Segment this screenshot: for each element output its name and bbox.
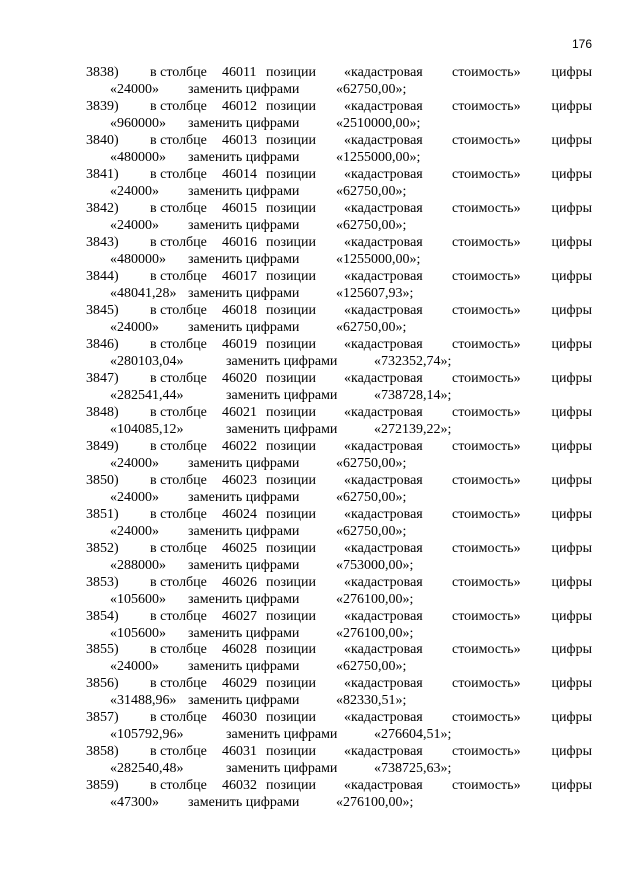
in-column-label: в столбце — [150, 65, 207, 80]
entry-number: 3845) — [86, 302, 119, 318]
replace-label: заменить цифрами — [188, 489, 300, 505]
cadastral-label: «кадастровая — [344, 506, 423, 522]
replace-label: заменить цифрами — [188, 115, 300, 131]
entry-line-2 — [86, 115, 592, 132]
cadastral-label: «кадастровая — [344, 438, 423, 454]
old-value: «480000» — [110, 149, 166, 165]
positions-label: позиции — [266, 132, 316, 148]
in-column-label: в столбце — [150, 200, 207, 216]
entry-line-1 — [86, 438, 592, 455]
replace-label: заменить цифрами — [188, 149, 300, 165]
in-column-label: в столбце — [150, 370, 207, 386]
old-value: «960000» — [110, 115, 166, 131]
column-number: 46023 — [222, 472, 257, 488]
value-label: стоимость» — [452, 98, 521, 114]
in-column-label: в столбце — [150, 642, 207, 658]
amendment-entry — [86, 675, 592, 709]
replace-label: заменить цифрами — [188, 557, 300, 573]
value-label: стоимость» — [452, 506, 521, 522]
value-label: стоимость» — [452, 404, 521, 420]
entry-number: 3851) — [86, 506, 119, 522]
value-label: стоимость» — [452, 472, 521, 488]
amendment-entry — [86, 709, 592, 743]
replace-label: заменить цифрами — [188, 795, 300, 811]
new-value: «276100,00»; — [336, 625, 414, 641]
replace-label: заменить цифрами — [188, 82, 300, 97]
amendment-entry — [86, 64, 592, 98]
entry-line-1 — [86, 200, 592, 217]
entry-number: 3846) — [86, 336, 119, 352]
page-number: 176 — [572, 37, 593, 51]
replace-label: заменить цифрами — [188, 217, 300, 233]
column-number: 46011 — [222, 65, 257, 80]
old-value: «47300» — [110, 795, 159, 811]
old-value: «24000» — [110, 523, 159, 539]
entry-line-1 — [86, 506, 592, 523]
value-label: стоимость» — [452, 370, 521, 386]
amendment-entry — [86, 506, 592, 540]
amendment-entry — [86, 404, 592, 438]
entry-number: 3841) — [86, 166, 119, 182]
entry-number: 3840) — [86, 132, 119, 148]
value-label: стоимость» — [452, 676, 521, 692]
entry-line-1 — [86, 641, 592, 658]
digits-label: цифры — [551, 65, 592, 80]
new-value: «62750,00»; — [336, 82, 407, 97]
positions-label: позиции — [266, 744, 316, 760]
new-value: «62750,00»; — [336, 319, 407, 335]
old-value: «24000» — [110, 82, 159, 97]
cadastral-label: «кадастровая — [344, 132, 423, 148]
column-number: 46016 — [222, 234, 257, 250]
in-column-label: в столбце — [150, 472, 207, 488]
positions-label: позиции — [266, 438, 316, 454]
cadastral-label: «кадастровая — [344, 370, 423, 386]
entry-number: 3843) — [86, 234, 119, 250]
replace-label: заменить цифрами — [188, 455, 300, 471]
column-number: 46019 — [222, 336, 257, 352]
digits-label: цифры — [551, 200, 592, 216]
old-value: «480000» — [110, 251, 166, 267]
amendment-entry — [86, 438, 592, 472]
entry-line-2 — [86, 523, 592, 540]
replace-label: заменить цифрами — [188, 319, 300, 335]
in-column-label: в столбце — [150, 336, 207, 352]
old-value: «105600» — [110, 591, 166, 607]
in-column-label: в столбце — [150, 608, 207, 624]
in-column-label: в столбце — [150, 778, 207, 794]
replace-label: заменить цифрами — [188, 659, 300, 675]
entry-line-2 — [86, 591, 592, 608]
entry-line-1 — [86, 370, 592, 387]
entry-line-1 — [86, 302, 592, 319]
entry-line-1 — [86, 336, 592, 353]
entry-line-1 — [86, 574, 592, 591]
cadastral-label: «кадастровая — [344, 744, 423, 760]
digits-label: цифры — [551, 744, 592, 760]
new-value: «276100,00»; — [336, 591, 414, 607]
old-value: «24000» — [110, 217, 159, 233]
entry-line-2 — [86, 353, 592, 370]
digits-label: цифры — [551, 642, 592, 658]
entry-line-1 — [86, 132, 592, 149]
value-label: стоимость» — [452, 166, 521, 182]
positions-label: позиции — [266, 268, 316, 284]
old-value: «288000» — [110, 557, 166, 573]
entry-line-1 — [86, 404, 592, 421]
column-number: 46017 — [222, 268, 257, 284]
old-value: «31488,96» — [110, 693, 177, 709]
in-column-label: в столбце — [150, 268, 207, 284]
amendment-entry — [86, 743, 592, 777]
amendment-entry — [86, 370, 592, 404]
old-value: «24000» — [110, 319, 159, 335]
digits-label: цифры — [551, 302, 592, 318]
entry-line-2 — [86, 692, 592, 709]
value-label: стоимость» — [452, 336, 521, 352]
cadastral-label: «кадастровая — [344, 336, 423, 352]
cadastral-label: «кадастровая — [344, 200, 423, 216]
entry-number: 3857) — [86, 710, 119, 726]
amendment-entry — [86, 98, 592, 132]
in-column-label: в столбце — [150, 234, 207, 250]
value-label: стоимость» — [452, 608, 521, 624]
column-number: 46026 — [222, 574, 257, 590]
in-column-label: в столбце — [150, 744, 207, 760]
entry-number: 3849) — [86, 438, 119, 454]
amendment-entry — [86, 166, 592, 200]
positions-label: позиции — [266, 200, 316, 216]
new-value: «62750,00»; — [336, 523, 407, 539]
amendment-entry — [86, 472, 592, 506]
entry-line-2 — [86, 726, 592, 743]
entry-line-1 — [86, 777, 592, 794]
positions-label: позиции — [266, 608, 316, 624]
new-value: «82330,51»; — [336, 693, 407, 709]
entry-line-2 — [86, 760, 592, 777]
column-number: 46031 — [222, 744, 257, 760]
replace-label: заменить цифрами — [226, 761, 338, 777]
column-number: 46028 — [222, 642, 257, 658]
entry-number: 3852) — [86, 540, 119, 556]
old-value: «105792,96» — [110, 727, 184, 743]
column-number: 46022 — [222, 438, 257, 454]
new-value: «1255000,00»; — [336, 251, 421, 267]
replace-label: заменить цифрами — [226, 727, 338, 743]
column-number: 46029 — [222, 676, 257, 692]
digits-label: цифры — [551, 608, 592, 624]
entry-number: 3844) — [86, 268, 119, 284]
in-column-label: в столбце — [150, 506, 207, 522]
entry-line-2 — [86, 319, 592, 336]
entry-number: 3842) — [86, 200, 119, 216]
column-number: 46024 — [222, 506, 257, 522]
digits-label: цифры — [551, 506, 592, 522]
entry-line-1 — [86, 64, 592, 81]
column-number: 46013 — [222, 132, 257, 148]
old-value: «282541,44» — [110, 387, 184, 403]
cadastral-label: «кадастровая — [344, 404, 423, 420]
old-value: «280103,04» — [110, 353, 184, 369]
amendment-entry — [86, 234, 592, 268]
positions-label: позиции — [266, 574, 316, 590]
new-value: «125607,93»; — [336, 285, 414, 301]
new-value: «62750,00»; — [336, 659, 407, 675]
amendment-entry — [86, 574, 592, 608]
amendment-entry — [86, 608, 592, 642]
positions-label: позиции — [266, 336, 316, 352]
entry-line-2 — [86, 794, 592, 811]
value-label: стоимость» — [452, 438, 521, 454]
amendment-entry — [86, 641, 592, 675]
entry-line-2 — [86, 183, 592, 200]
column-number: 46030 — [222, 710, 257, 726]
value-label: стоимость» — [452, 200, 521, 216]
old-value: «24000» — [110, 183, 159, 199]
digits-label: цифры — [551, 98, 592, 114]
column-number: 46015 — [222, 200, 257, 216]
entry-line-2 — [86, 658, 592, 675]
value-label: стоимость» — [452, 302, 521, 318]
entry-line-2 — [86, 285, 592, 302]
positions-label: позиции — [266, 404, 316, 420]
entry-number: 3853) — [86, 574, 119, 590]
cadastral-label: «кадастровая — [344, 676, 423, 692]
replace-label: заменить цифрами — [188, 591, 300, 607]
replace-label: заменить цифрами — [188, 693, 300, 709]
column-number: 46018 — [222, 302, 257, 318]
digits-label: цифры — [551, 710, 592, 726]
cadastral-label: «кадастровая — [344, 540, 423, 556]
cadastral-label: «кадастровая — [344, 778, 423, 794]
amendment-entry — [86, 200, 592, 234]
digits-label: цифры — [551, 438, 592, 454]
amendment-list — [86, 64, 592, 811]
entry-line-1 — [86, 166, 592, 183]
positions-label: позиции — [266, 302, 316, 318]
amendment-entry — [86, 302, 592, 336]
positions-label: позиции — [266, 676, 316, 692]
old-value: «24000» — [110, 455, 159, 471]
positions-label: позиции — [266, 98, 316, 114]
digits-label: цифры — [551, 132, 592, 148]
entry-line-1 — [86, 540, 592, 557]
cadastral-label: «кадастровая — [344, 98, 423, 114]
entry-line-2 — [86, 557, 592, 574]
replace-label: заменить цифрами — [226, 421, 338, 437]
value-label: стоимость» — [452, 234, 521, 250]
digits-label: цифры — [551, 540, 592, 556]
column-number: 46032 — [222, 778, 257, 794]
entry-number: 3859) — [86, 778, 119, 794]
column-number: 46012 — [222, 98, 257, 114]
amendment-entry — [86, 777, 592, 811]
cadastral-label: «кадастровая — [344, 234, 423, 250]
digits-label: цифры — [551, 778, 592, 794]
new-value: «2510000,00»; — [336, 115, 421, 131]
in-column-label: в столбце — [150, 540, 207, 556]
entry-line-1 — [86, 268, 592, 285]
entry-line-1 — [86, 234, 592, 251]
cadastral-label: «кадастровая — [344, 166, 423, 182]
column-number: 46020 — [222, 370, 257, 386]
entry-line-2 — [86, 217, 592, 234]
old-value: «104085,12» — [110, 421, 184, 437]
old-value: «24000» — [110, 489, 159, 505]
value-label: стоимость» — [452, 710, 521, 726]
in-column-label: в столбце — [150, 710, 207, 726]
cadastral-label: «кадастровая — [344, 574, 423, 590]
replace-label: заменить цифрами — [226, 353, 338, 369]
new-value: «62750,00»; — [336, 455, 407, 471]
entry-line-1 — [86, 709, 592, 726]
in-column-label: в столбце — [150, 98, 207, 114]
entry-number: 3850) — [86, 472, 119, 488]
replace-label: заменить цифрами — [226, 387, 338, 403]
in-column-label: в столбце — [150, 676, 207, 692]
replace-label: заменить цифрами — [188, 183, 300, 199]
new-value: «276604,51»; — [374, 727, 452, 743]
new-value: «753000,00»; — [336, 557, 414, 573]
in-column-label: в столбце — [150, 404, 207, 420]
value-label: стоимость» — [452, 778, 521, 794]
entry-line-2 — [86, 149, 592, 166]
positions-label: позиции — [266, 710, 316, 726]
entry-line-2 — [86, 455, 592, 472]
entry-line-2 — [86, 421, 592, 438]
value-label: стоимость» — [452, 574, 521, 590]
replace-label: заменить цифрами — [188, 625, 300, 641]
entry-line-1 — [86, 743, 592, 760]
entry-number: 3855) — [86, 642, 119, 658]
cadastral-label: «кадастровая — [344, 268, 423, 284]
positions-label: позиции — [266, 370, 316, 386]
column-number: 46025 — [222, 540, 257, 556]
entry-number: 3856) — [86, 676, 119, 692]
cadastral-label: «кадастровая — [344, 65, 423, 80]
value-label: стоимость» — [452, 268, 521, 284]
old-value: «24000» — [110, 659, 159, 675]
entry-line-1 — [86, 675, 592, 692]
old-value: «48041,28» — [110, 285, 177, 301]
positions-label: позиции — [266, 234, 316, 250]
new-value: «62750,00»; — [336, 183, 407, 199]
cadastral-label: «кадастровая — [344, 710, 423, 726]
positions-label: позиции — [266, 642, 316, 658]
cadastral-label: «кадастровая — [344, 642, 423, 658]
entry-number: 3858) — [86, 744, 119, 760]
value-label: стоимость» — [452, 132, 521, 148]
entry-line-1 — [86, 472, 592, 489]
digits-label: цифры — [551, 268, 592, 284]
digits-label: цифры — [551, 574, 592, 590]
amendment-entry — [86, 540, 592, 574]
entry-line-2 — [86, 251, 592, 268]
positions-label: позиции — [266, 540, 316, 556]
cadastral-label: «кадастровая — [344, 608, 423, 624]
cadastral-label: «кадастровая — [344, 472, 423, 488]
amendment-entry — [86, 132, 592, 166]
entry-number: 3854) — [86, 608, 119, 624]
replace-label: заменить цифрами — [188, 285, 300, 301]
new-value: «272139,22»; — [374, 421, 452, 437]
digits-label: цифры — [551, 166, 592, 182]
digits-label: цифры — [551, 234, 592, 250]
positions-label: позиции — [266, 506, 316, 522]
positions-label: позиции — [266, 166, 316, 182]
column-number: 46021 — [222, 404, 257, 420]
value-label: стоимость» — [452, 744, 521, 760]
entry-line-1 — [86, 98, 592, 115]
entry-line-2 — [86, 81, 592, 98]
old-value: «105600» — [110, 625, 166, 641]
entry-number: 3847) — [86, 370, 119, 386]
value-label: стоимость» — [452, 65, 521, 80]
digits-label: цифры — [551, 676, 592, 692]
entry-line-2 — [86, 625, 592, 642]
in-column-label: в столбце — [150, 132, 207, 148]
digits-label: цифры — [551, 336, 592, 352]
value-label: стоимость» — [452, 540, 521, 556]
column-number: 46014 — [222, 166, 257, 182]
new-value: «276100,00»; — [336, 795, 414, 811]
in-column-label: в столбце — [150, 438, 207, 454]
digits-label: цифры — [551, 404, 592, 420]
cadastral-label: «кадастровая — [344, 302, 423, 318]
new-value: «1255000,00»; — [336, 149, 421, 165]
new-value: «738725,63»; — [374, 761, 452, 777]
old-value: «282540,48» — [110, 761, 184, 777]
new-value: «738728,14»; — [374, 387, 452, 403]
entry-line-2 — [86, 387, 592, 404]
entry-line-2 — [86, 489, 592, 506]
entry-number: 3838) — [86, 65, 119, 80]
in-column-label: в столбце — [150, 574, 207, 590]
new-value: «732352,74»; — [374, 353, 452, 369]
new-value: «62750,00»; — [336, 489, 407, 505]
digits-label: цифры — [551, 472, 592, 488]
positions-label: позиции — [266, 778, 316, 794]
replace-label: заменить цифрами — [188, 523, 300, 539]
positions-label: позиции — [266, 65, 316, 80]
in-column-label: в столбце — [150, 166, 207, 182]
replace-label: заменить цифрами — [188, 251, 300, 267]
entry-line-1 — [86, 608, 592, 625]
amendment-entry — [86, 268, 592, 302]
value-label: стоимость» — [452, 642, 521, 658]
amendment-entry — [86, 336, 592, 370]
entry-number: 3848) — [86, 404, 119, 420]
new-value: «62750,00»; — [336, 217, 407, 233]
positions-label: позиции — [266, 472, 316, 488]
in-column-label: в столбце — [150, 302, 207, 318]
entry-number: 3839) — [86, 98, 119, 114]
digits-label: цифры — [551, 370, 592, 386]
column-number: 46027 — [222, 608, 257, 624]
